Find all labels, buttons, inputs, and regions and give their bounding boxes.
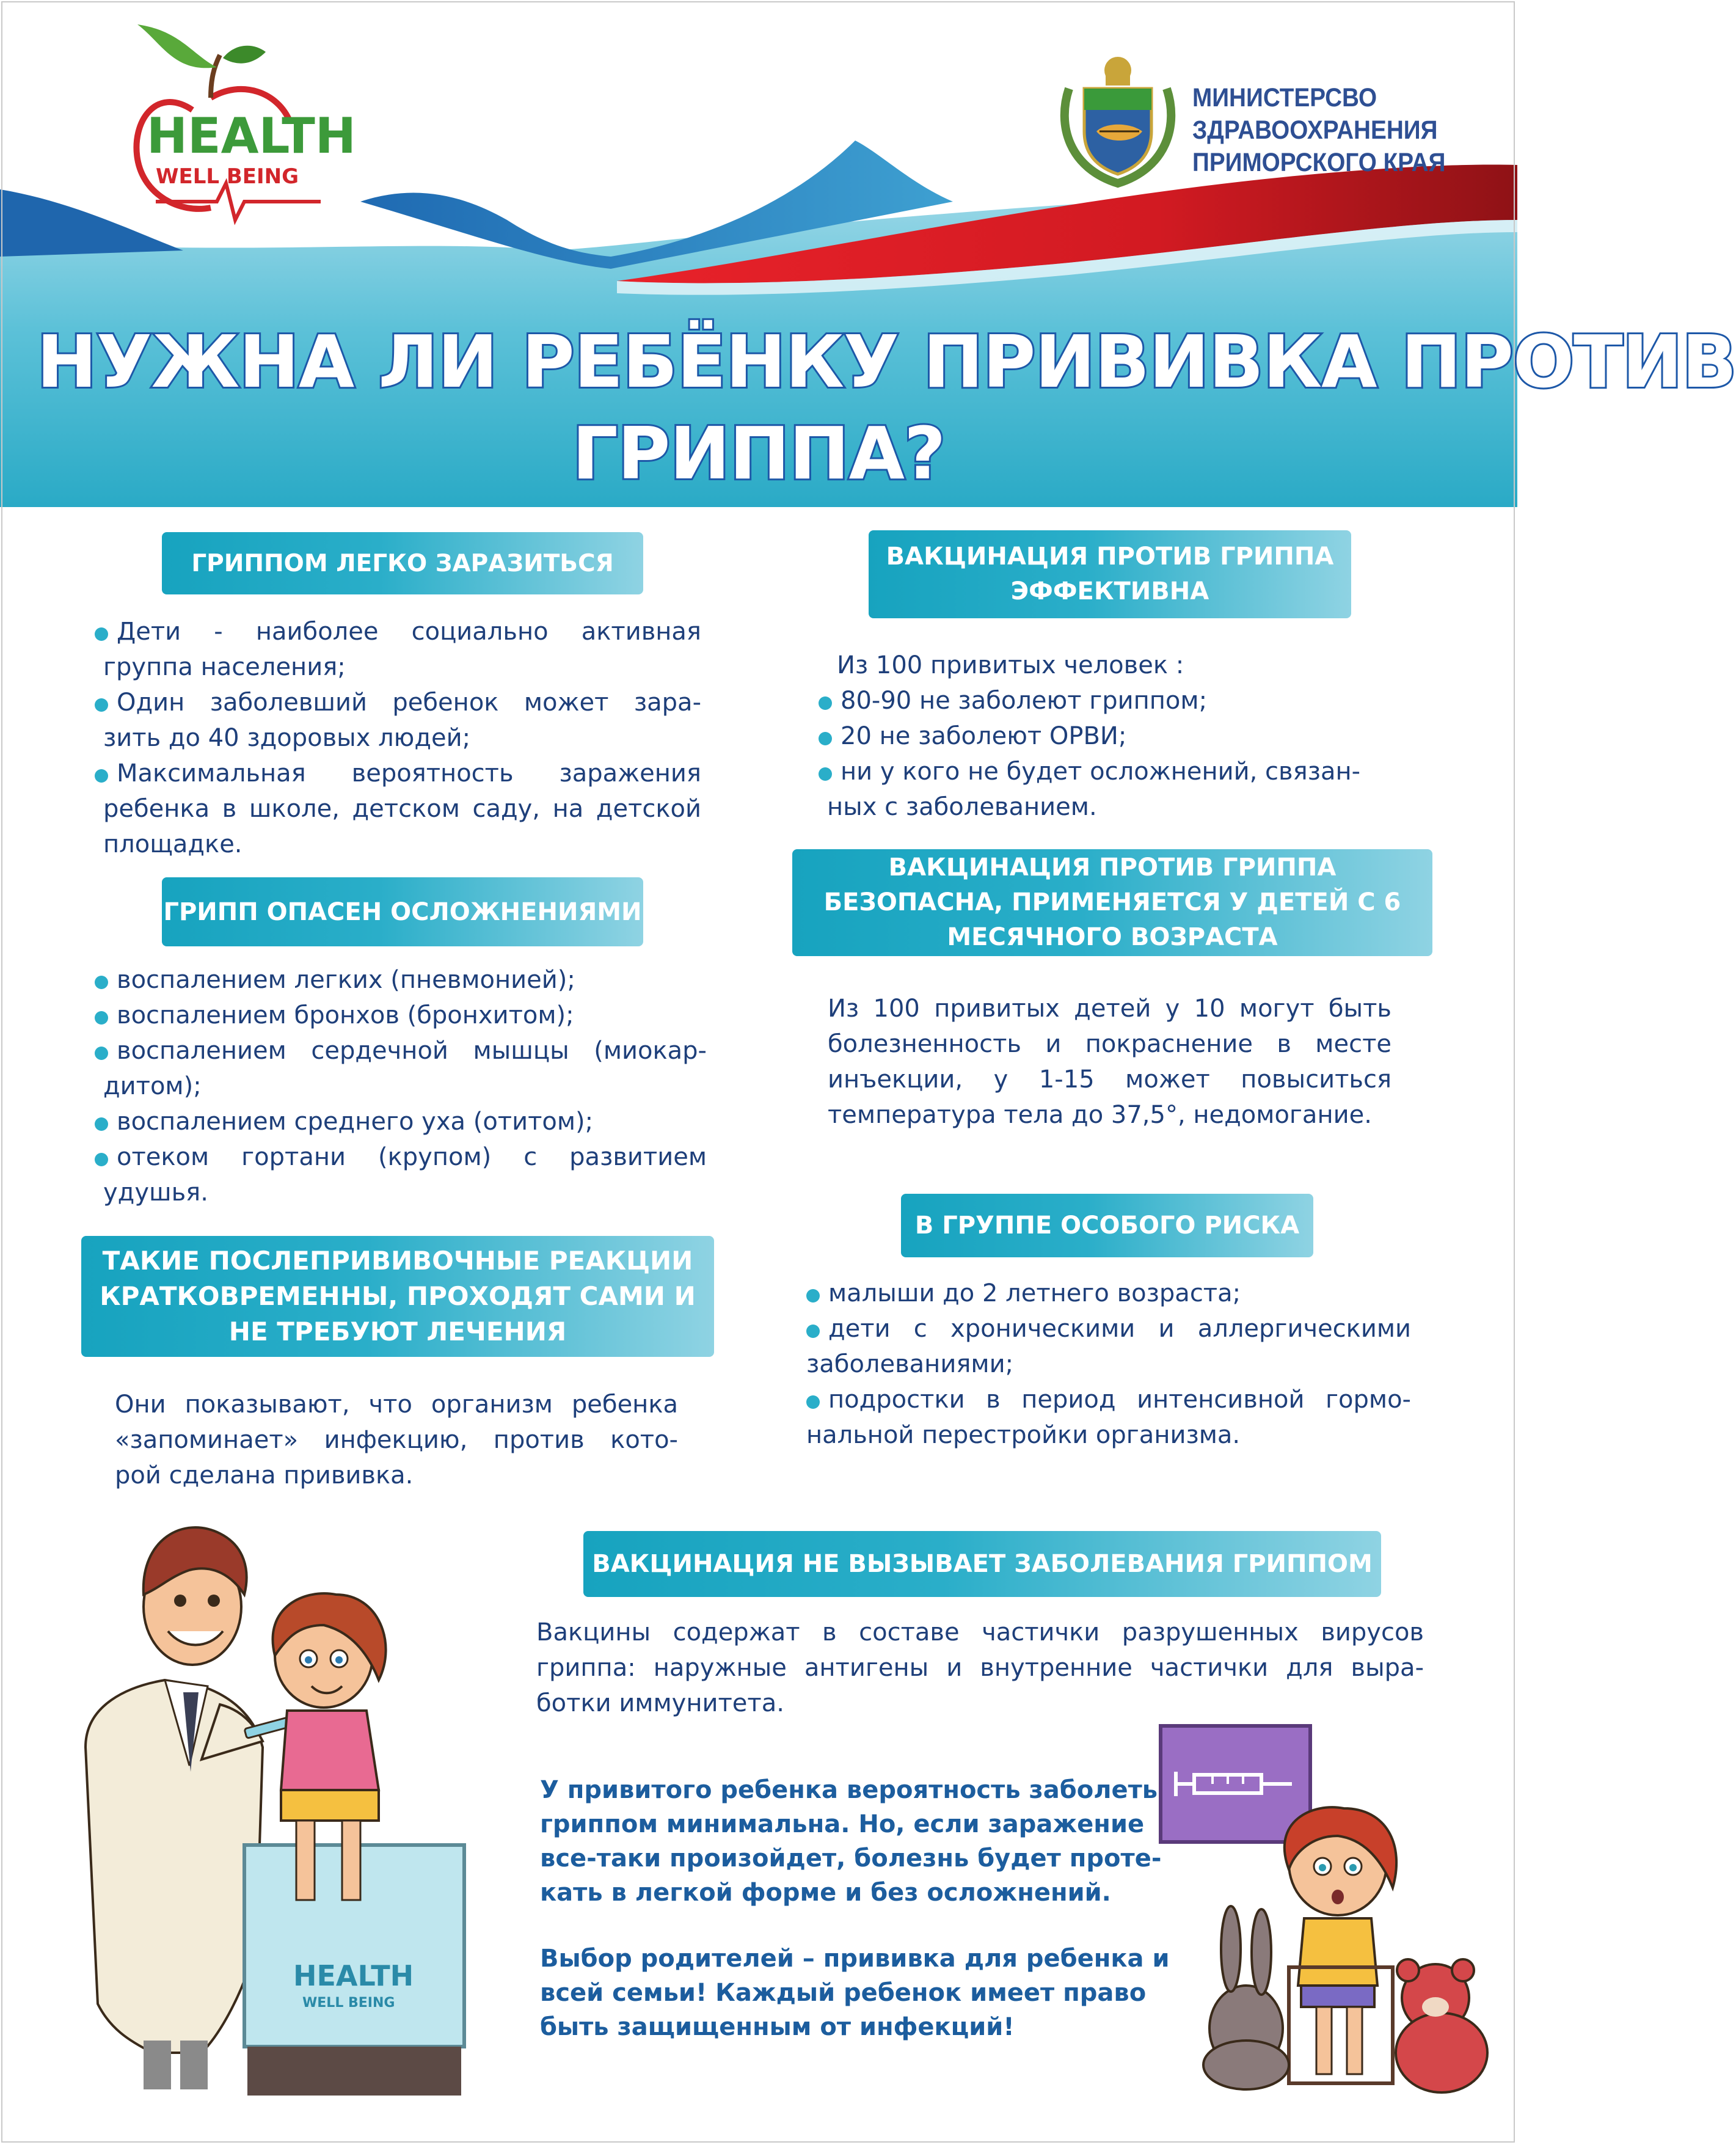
text-line: Из 100 привитых человек : bbox=[837, 651, 1184, 679]
heading-text: ТАКИЕ ПОСЛЕПРИВИВОЧНЫЕ РЕАКЦИИ bbox=[102, 1246, 693, 1276]
text-line: быть защищенным от инфекций! bbox=[540, 2013, 1015, 2041]
section-body-complications bbox=[95, 962, 707, 1210]
list-item: дети с хроническими и аллергическими bbox=[806, 1311, 1411, 1347]
ministry-name bbox=[1192, 82, 1498, 179]
bullet-icon bbox=[95, 1153, 108, 1166]
toy-bunny-icon bbox=[1203, 1906, 1289, 2089]
heading-text: ЭФФЕКТИВНА bbox=[1010, 577, 1209, 605]
list-item-cont: заболеваниями; bbox=[806, 1350, 1014, 1378]
title-line: НУЖНА ЛИ РЕБЁНКУ ПРИВИВКА ПРОТИВ bbox=[37, 320, 1736, 404]
bullet-icon bbox=[819, 696, 832, 710]
text-line: болезненность и покраснение в месте bbox=[828, 1030, 1391, 1058]
bullet-icon bbox=[95, 1117, 108, 1131]
text-line: инъекции, у 1-15 может повыситься bbox=[828, 1065, 1391, 1094]
list-item-cont: удушья. bbox=[103, 1178, 208, 1207]
title-line: ГРИППА? bbox=[572, 411, 946, 495]
bold-paragraph-parents-choice bbox=[540, 1942, 1170, 2044]
text-line: Из 100 привитых детей у 10 могут быть bbox=[828, 995, 1391, 1023]
text-line: гриппа: наружные антигены и внутренние частички для выра- bbox=[536, 1654, 1424, 1682]
heading-text: КРАТКОВРЕМЕННЫ, ПРОХОДЯТ САМИ И bbox=[100, 1281, 696, 1311]
bullet-icon bbox=[806, 1395, 820, 1409]
bullet-icon bbox=[806, 1289, 820, 1303]
list-item: подростки в период интенсивной гормо- bbox=[806, 1382, 1411, 1417]
bullet-icon bbox=[95, 698, 108, 712]
bullet-icon bbox=[95, 1011, 108, 1025]
bullet-icon bbox=[806, 1325, 820, 1338]
section-body-reactions bbox=[115, 1387, 678, 1493]
heading-text: ГРИПП ОПАСЕН ОСЛОЖНЕНИЯМИ bbox=[163, 897, 642, 926]
list-item: воспалением среднего уха (отитом); bbox=[95, 1104, 707, 1139]
ministry-line: ЗДРАВООХРАНЕНИЯ bbox=[1192, 115, 1438, 145]
text-line: все-таки произойдет, болезнь будет проте- bbox=[540, 1844, 1162, 1873]
list-item-cont: ребенка в школе, детском саду, на детской bbox=[103, 795, 701, 823]
text-line: рой сделана прививка. bbox=[115, 1461, 414, 1489]
list-item: воспалением сердечной мышцы (миокар- bbox=[95, 1033, 707, 1069]
section-heading-no-disease bbox=[583, 1531, 1381, 1597]
health-logo bbox=[119, 18, 356, 232]
section-heading-safe bbox=[792, 849, 1432, 956]
text-line: Выбор родителей – прививка для ребенка и bbox=[540, 1945, 1170, 1973]
heading-text: БЕЗОПАСНА, ПРИМЕНЯЕТСЯ У ДЕТЕЙ С 6 bbox=[823, 888, 1401, 916]
bullet-icon bbox=[819, 767, 832, 781]
list-item: Дети - наиболее социально активная bbox=[95, 614, 701, 649]
section-body-effective bbox=[819, 648, 1399, 825]
list-item: отеком гортани (крупом) с развитием bbox=[95, 1139, 707, 1175]
text-line: «запоминает» инфекцию, против кото- bbox=[115, 1426, 678, 1454]
list-item: 80-90 не заболеют гриппом; bbox=[819, 683, 1399, 718]
doctor-illustration bbox=[61, 1503, 489, 2102]
text-line: всей семьи! Каждый ребенок имеет право bbox=[540, 1979, 1147, 2007]
list-item: ни у кого не будет осложнений, связан- bbox=[819, 754, 1399, 789]
section-heading-risk-group bbox=[901, 1194, 1313, 1257]
section-heading-easy-infection bbox=[162, 532, 643, 594]
bullet-icon bbox=[95, 627, 108, 641]
text-line: температура тела до 37,5°, недомогание. bbox=[828, 1101, 1372, 1129]
text-line: ботки иммунитета. bbox=[536, 1689, 784, 1717]
kiosk-logo-text: HEALTH bbox=[293, 1959, 414, 1992]
bold-paragraph-low-risk bbox=[540, 1773, 1162, 1910]
bullet-icon bbox=[819, 732, 832, 745]
text-line: гриппом минимальна. Но, если заражение bbox=[540, 1810, 1145, 1838]
coat-of-arms-icon bbox=[1057, 52, 1179, 189]
list-item: 20 не заболеют ОРВИ; bbox=[819, 718, 1399, 754]
list-item: Один заболевший ребенок может зара- bbox=[95, 685, 701, 720]
logo-health-text: HEALTH bbox=[147, 108, 356, 164]
bullet-icon bbox=[95, 769, 108, 783]
text-line: У привитого ребенка вероятность заболеть bbox=[540, 1776, 1158, 1804]
heading-text: ВАКЦИНАЦИЯ ПРОТИВ ГРИППА bbox=[888, 853, 1337, 882]
heading-text: ВАКЦИНАЦИЯ ПРОТИВ ГРИППА bbox=[886, 543, 1334, 571]
kiosk-logo-subtext: WELL BEING bbox=[302, 1995, 395, 2011]
heading-text: МЕСЯЧНОГО ВОЗРАСТА bbox=[947, 923, 1278, 951]
text-line: кать в легкой форме и без осложнений. bbox=[540, 1879, 1111, 1907]
text-line: Они показывают, что организм ребенка bbox=[115, 1390, 678, 1419]
list-item-cont: зить до 40 здоровых людей; bbox=[103, 724, 471, 752]
bullet-icon bbox=[95, 1047, 108, 1060]
section-body-easy-infection bbox=[95, 614, 701, 862]
list-item: малыши до 2 летнего возраста; bbox=[806, 1276, 1411, 1311]
heading-text: ГРИППОМ ЛЕГКО ЗАРАЗИТЬСЯ bbox=[191, 549, 614, 577]
list-item: воспалением легких (пневмонией); bbox=[95, 962, 707, 998]
text-line: Вакцины содержат в составе частички разрушенных вирусов bbox=[536, 1618, 1424, 1646]
page-title bbox=[37, 316, 1736, 499]
list-item: Максимальная вероятность заражения bbox=[95, 756, 701, 791]
heading-text: НЕ ТРЕБУЮТ ЛЕЧЕНИЯ bbox=[228, 1317, 567, 1347]
heading-text: ВАКЦИНАЦИЯ НЕ ВЫЗЫВАЕТ ЗАБОЛЕВАНИЯ ГРИППОМ bbox=[592, 1550, 1373, 1578]
girl-with-toys-illustration bbox=[1197, 1796, 1490, 2102]
section-body-no-disease bbox=[536, 1615, 1424, 1721]
list-item-cont: ных с заболеванием. bbox=[827, 793, 1097, 821]
list-item-cont: дитом); bbox=[103, 1072, 202, 1100]
ministry-line: МИНИСТЕРСВО bbox=[1192, 83, 1377, 112]
list-item: воспалением бронхов (бронхитом); bbox=[95, 998, 707, 1033]
list-item-cont: площадке. bbox=[103, 830, 243, 858]
bullet-icon bbox=[95, 976, 108, 989]
section-body-risk-group bbox=[806, 1276, 1411, 1453]
ministry-line: ПРИМОРСКОГО КРАЯ bbox=[1192, 148, 1446, 177]
logo-wellbeing-text: WELL BEING bbox=[156, 164, 299, 189]
section-heading-complications bbox=[162, 877, 643, 946]
section-body-safe bbox=[828, 991, 1391, 1133]
list-item-cont: нальной перестройки организма. bbox=[806, 1421, 1241, 1449]
toy-bear-icon bbox=[1396, 1959, 1487, 2092]
section-heading-effective bbox=[869, 530, 1351, 618]
heading-text: В ГРУППЕ ОСОБОГО РИСКА bbox=[914, 1211, 1300, 1240]
section-heading-reactions bbox=[81, 1236, 714, 1357]
list-item-cont: группа населения; bbox=[103, 653, 346, 681]
